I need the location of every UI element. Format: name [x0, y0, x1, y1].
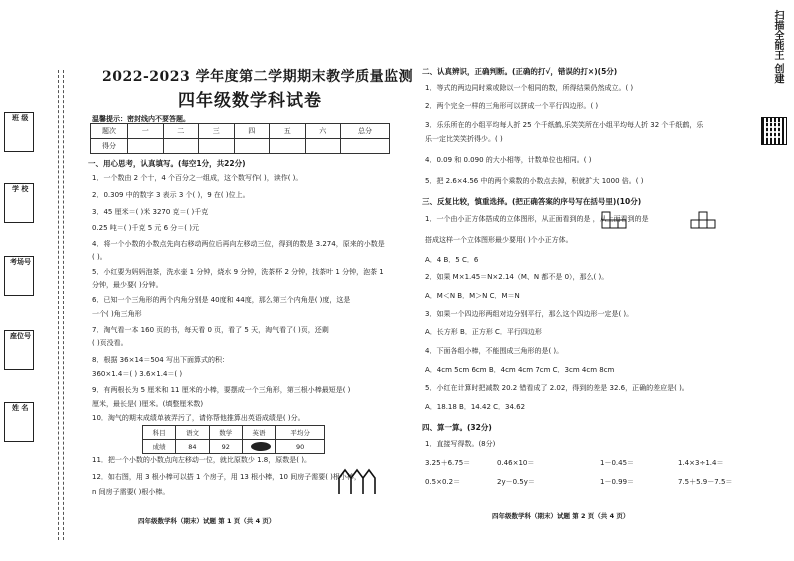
exam-title: 2022-2023 学年度第二学期期末教学质量监测	[102, 69, 414, 85]
calc-item: 1－0.45＝	[600, 459, 635, 467]
side-label-name: 姓 名	[12, 404, 29, 412]
score-header-cell: 四	[234, 124, 270, 139]
matchstick-houses-figure	[337, 468, 381, 496]
calc-item: 2y－0.5y＝	[497, 478, 535, 486]
grade-header-cell: 英语	[242, 426, 275, 440]
score-header-cell: 三	[199, 124, 235, 139]
left-line: 5．小红要为妈妈泡茶，洗水壶 1 分钟，烧水 9 分钟，洗茶杯 2 分钟，找茶叶 1 分钟，泡茶 1	[92, 268, 384, 276]
score-cell	[341, 139, 390, 154]
left-line: ( )。	[92, 253, 107, 261]
grade-table	[142, 425, 325, 454]
left-line: ( )页没看。	[92, 339, 128, 347]
choice-line: 3．如果一个四边形两组对边分别平行，那么这个四边形一定是( )。	[425, 310, 634, 318]
section-4-heading: 四、算一算。(32分)	[422, 423, 492, 432]
side-label-room: 考场号	[10, 258, 31, 266]
side-label-class: 班 级	[12, 114, 29, 122]
left-line: 2．0.309 中的数字 3 表示 3 个( )，9 在( )位上。	[92, 191, 250, 199]
calc-item: 1－0.99＝	[600, 478, 635, 486]
grade-cell: 90	[276, 440, 325, 454]
front-view-figure	[601, 211, 635, 231]
score-header-cell: 一	[128, 124, 164, 139]
left-line: 一个( )角三角形	[92, 310, 142, 318]
calc-item: 7.5＋5.9－7.5＝	[678, 478, 733, 486]
section-2-heading: 二、认真辨识，正确判断。(正确的打√，错误的打×)(5分)	[422, 67, 618, 76]
judge-line: 1．等式的两边同时乘或除以一个相同的数，所得结果仍然成立。( )	[425, 84, 634, 92]
side-label-school: 学 校	[12, 185, 29, 193]
score-row-label: 得分	[91, 139, 128, 154]
score-header-cell: 总分	[341, 124, 390, 139]
judge-line: 5．把 2.6×4.56 中的两个乘数的小数点去掉，积就扩大 1000 倍。( )	[425, 177, 644, 185]
grade-cell-smudged	[242, 440, 275, 454]
score-cell	[305, 139, 341, 154]
section-3-heading: 三、反复比较，慎重选择。(把正确答案的序号写在括号里)(10分)	[422, 197, 642, 206]
left-line: 0.25 吨＝( )千克 5 元 6 分＝( )元	[92, 224, 199, 232]
score-cell	[270, 139, 306, 154]
left-line: 10．淘气的期末成绩单被弄污了，请你帮他推算出英语成绩是( )分。	[92, 414, 305, 422]
left-line: n 间房子需要( )根小棒。	[92, 488, 170, 496]
score-cell	[128, 139, 164, 154]
score-cell	[163, 139, 199, 154]
grade-header-cell: 数学	[209, 426, 242, 440]
left-line: 8．根据 36×14＝504 写出下面算式的积：	[92, 356, 229, 364]
grade-header-cell: 语文	[176, 426, 209, 440]
left-line: 分钟，最少要( )分钟。	[92, 281, 163, 289]
judge-line: 乐一定比笑笑折得少。( )	[425, 135, 503, 143]
grade-table-header-row	[143, 426, 325, 440]
score-header-cell: 二	[163, 124, 199, 139]
scanner-watermark: 扫描全能王 创建	[772, 10, 783, 84]
choice-line: 4．下面各组小棒，不能围成三角形的是( )。	[425, 347, 564, 355]
binding-line-inner	[63, 70, 64, 540]
left-line: 3．45 厘米＝( )米 3270 克＝( )千克	[92, 208, 209, 216]
score-header-cell: 六	[305, 124, 341, 139]
judge-line: 3．乐乐所在的小组平均每人折 25 个千纸鹤,乐笑笑所在小组平均每人折 32 个千纸鹤，乐	[425, 121, 704, 129]
left-line: 360×1.4＝( ) 3.6×1.4＝( )	[92, 370, 183, 378]
choice-option-row: A．M＜N B．M＞N C．M＝N	[425, 292, 520, 300]
ink-smudge	[251, 442, 271, 451]
left-line: 厘米，最长是( )厘米。(填整厘米数)	[92, 400, 204, 408]
calc-item: 0.5×0.2＝	[425, 478, 461, 486]
calc-item: 0.46×10＝	[497, 459, 535, 467]
calc-intro: 1．直接写得数。(8分)	[425, 440, 496, 448]
choice-option-row: A．18.18 B．14.42 C．34.62	[425, 403, 526, 411]
grade-cell: 92	[209, 440, 242, 454]
left-line: 1．一个数由 2 个十，4 个百分之一组成，这个数写作( )，读作( )。	[92, 174, 303, 182]
grade-cell: 84	[176, 440, 209, 454]
choice-line: 搭成这样一个立体图形最少要用( )个小正方体。	[425, 236, 573, 244]
grade-header-cell: 平均分	[276, 426, 325, 440]
grade-table-value-row	[143, 440, 325, 454]
left-line: 7．淘气看一本 160 页的书，每天看 0 页，看了 5 天，淘气看了( )页，还剩	[92, 326, 329, 334]
choice-option-row: A．4 B．5 C．6	[425, 256, 479, 264]
calc-item: 3.25＋6.75＝	[425, 459, 471, 467]
grade-cell: 成绩	[143, 440, 176, 454]
score-cell	[199, 139, 235, 154]
section-1-heading: 一、用心思考，认真填写。(每空1分，共22分)	[88, 159, 246, 168]
judge-line: 4．0.09 和 0.090 的大小相等，计数单位也相同。( )	[425, 156, 592, 164]
score-cell	[234, 139, 270, 154]
left-line: 6．已知一个三角形的两个内角分别是 40度和 44度，那么第三个内角是( )度，这是	[92, 296, 351, 304]
choice-option-row: A．长方形 B．正方形 C．平行四边形	[425, 328, 542, 336]
left-line: 9．有两根长为 5 厘米和 11 厘米的小棒，要摆成一个三角形，第三根小棒最短是( )	[92, 386, 351, 394]
left-line: 11．把一个小数的小数点向左移动一位，就比原数少 1.8，原数是( )。	[92, 456, 311, 464]
right-page-footer: 四年级数学科（期末）试题 第 2 页（共 4 页）	[492, 512, 630, 520]
tip-text: 温馨提示：密封线内不要答题。	[92, 115, 190, 123]
binding-line	[58, 70, 59, 540]
score-table-score-row	[91, 139, 390, 154]
left-line: 12．如右图，用 3 根小棒可以搭 1 个房子，用 13 根小棒，10 间房子需要( )根小棒，	[92, 473, 361, 481]
left-line: 4．将一个小数的小数点先向右移动两位后再向左移动三位，得到的数是 3.274，原来的小数是	[92, 240, 385, 248]
choice-line: 2．如果 M×1.45＝N×2.14（M、N 都不是 0），那么( )。	[425, 273, 609, 281]
calc-item: 1.4×3÷1.4＝	[678, 459, 724, 467]
score-header-cell: 题次	[91, 124, 128, 139]
choice-line: 1．一个由小正方体搭成的立体图形，从正面看到的是 ，从上面看到的是	[425, 215, 649, 223]
choice-line: 5．小红在计算时把减数 20.2 错看成了 2.02，得到的差是 32.6，正确的差应是( )。	[425, 384, 689, 392]
score-header-cell: 五	[270, 124, 306, 139]
qr-code-icon	[761, 117, 787, 145]
exam-subtitle: 四年级数学科试卷	[178, 91, 322, 111]
score-table	[90, 123, 390, 154]
left-page-footer: 四年级数学科（期末）试题 第 1 页（共 4 页）	[138, 517, 276, 525]
grade-header-cell: 科目	[143, 426, 176, 440]
side-label-seat: 座位号	[10, 332, 31, 340]
score-table-header-row	[91, 124, 390, 139]
top-view-figure	[690, 211, 724, 231]
judge-line: 2．两个完全一样的三角形可以拼成一个平行四边形。( )	[425, 102, 599, 110]
choice-option-row: A．4cm 5cm 6cm B．4cm 4cm 7cm C．3cm 4cm 8cm	[425, 366, 615, 374]
